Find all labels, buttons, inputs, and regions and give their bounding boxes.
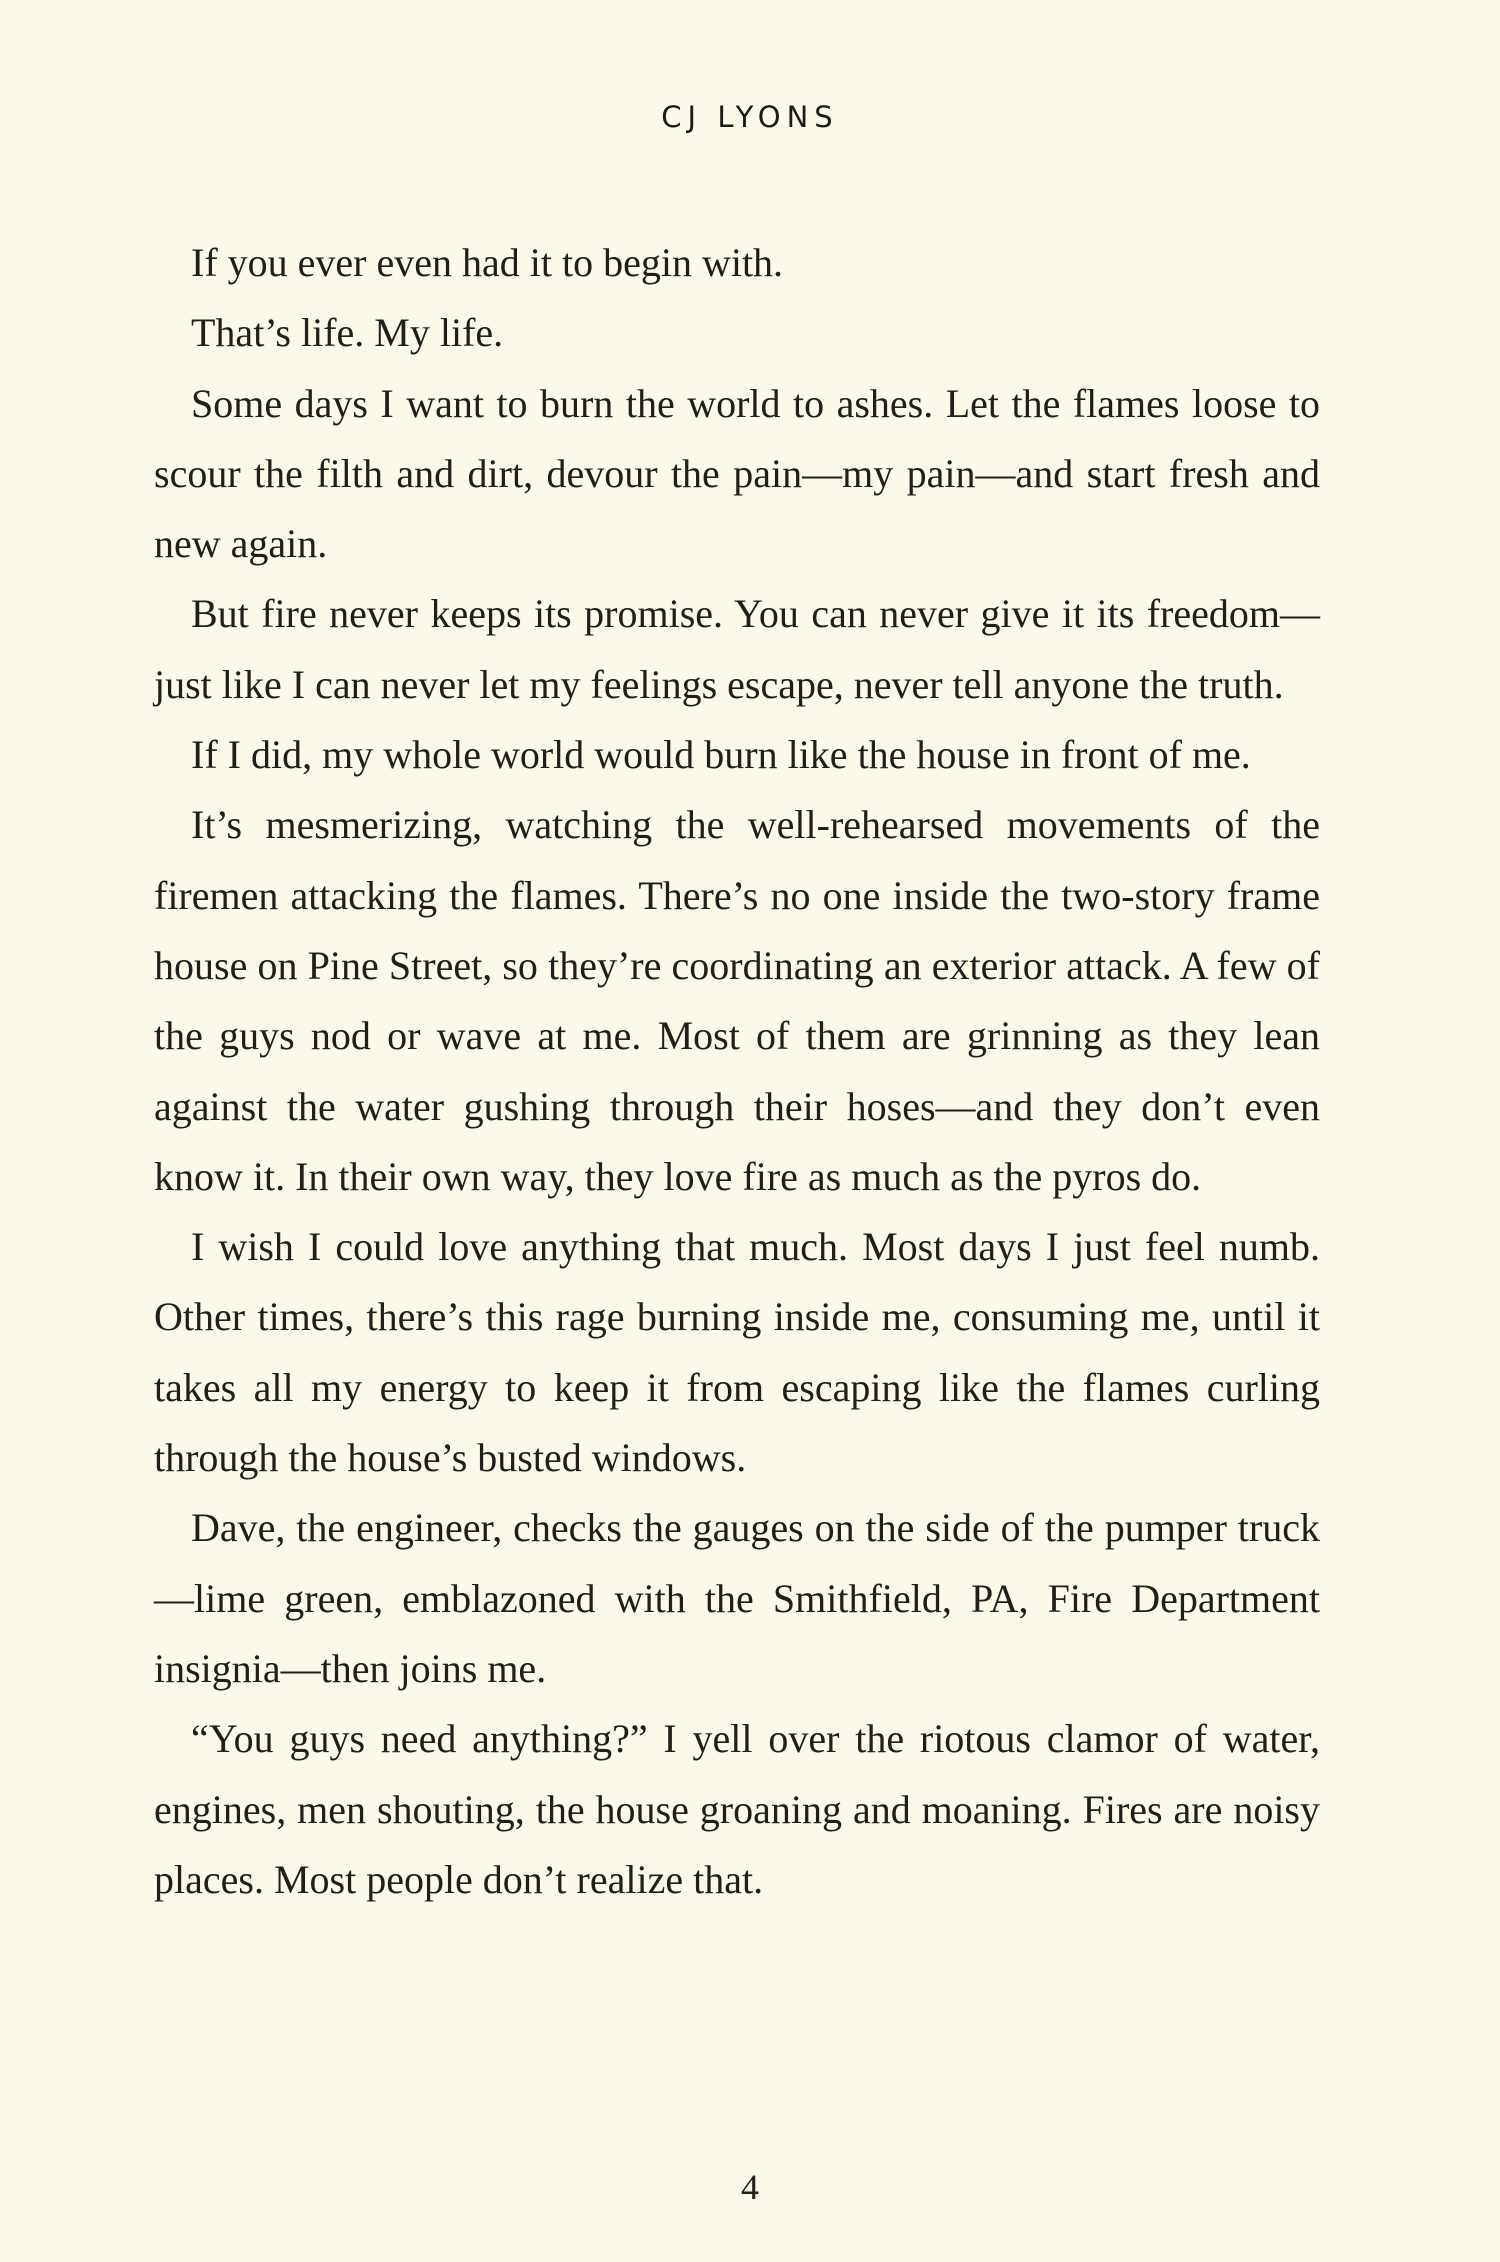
paragraph: I wish I could love anything that much. Most days I just feel numb. Other times, there’s this rage burning inside me, consuming me, until it takes all my energy to keep it from escaping like the flames curling through the house’s busted windows. [154,1224,1320,1481]
paragraph: If I did, my whole world would burn like the house in front of me. [191,732,1251,778]
paragraph: Some days I want to burn the world to ashes. Let the flames loose to scour the filth and dirt, devour the pain—my pain—and start fresh and new again. [154,380,1320,567]
running-head: CJ LYONS [661,100,839,134]
paragraph: It’s mesmerizing, watching the well-rehearsed movements of the firemen attacking the flames. There’s no one inside the two-story frame house on Pine Street, so they’re coordinating an exterior attack. A few of the guys nod or wave at me. Most of them are grinning as they lean against the water gushing through their hoses—and they don’t even know it. In their own way, they love fire as much as the pyros do. [154,802,1320,1199]
paragraph: That’s life. My life. [191,310,504,356]
paragraph: But fire never keeps its promise. You can never give it its freedom—just like I can never let my feelings escape, never tell anyone the truth. [154,591,1320,707]
paragraph: Dave, the engineer, checks the gauges on the side of the pumper truck—lime green, emblazoned with the Smithfield, PA, Fire Department insignia—then joins me. [154,1505,1320,1691]
body-text [154,228,1320,1915]
paragraph: “You guys need anything?” I yell over the riotous clamor of water, engines, men shouting, the house groaning and moaning. Fires are noisy places. Most people don’t realize that. [154,1716,1320,1902]
paragraph: If you ever even had it to begin with. [191,240,784,285]
page-number: 4 [741,2167,759,2207]
